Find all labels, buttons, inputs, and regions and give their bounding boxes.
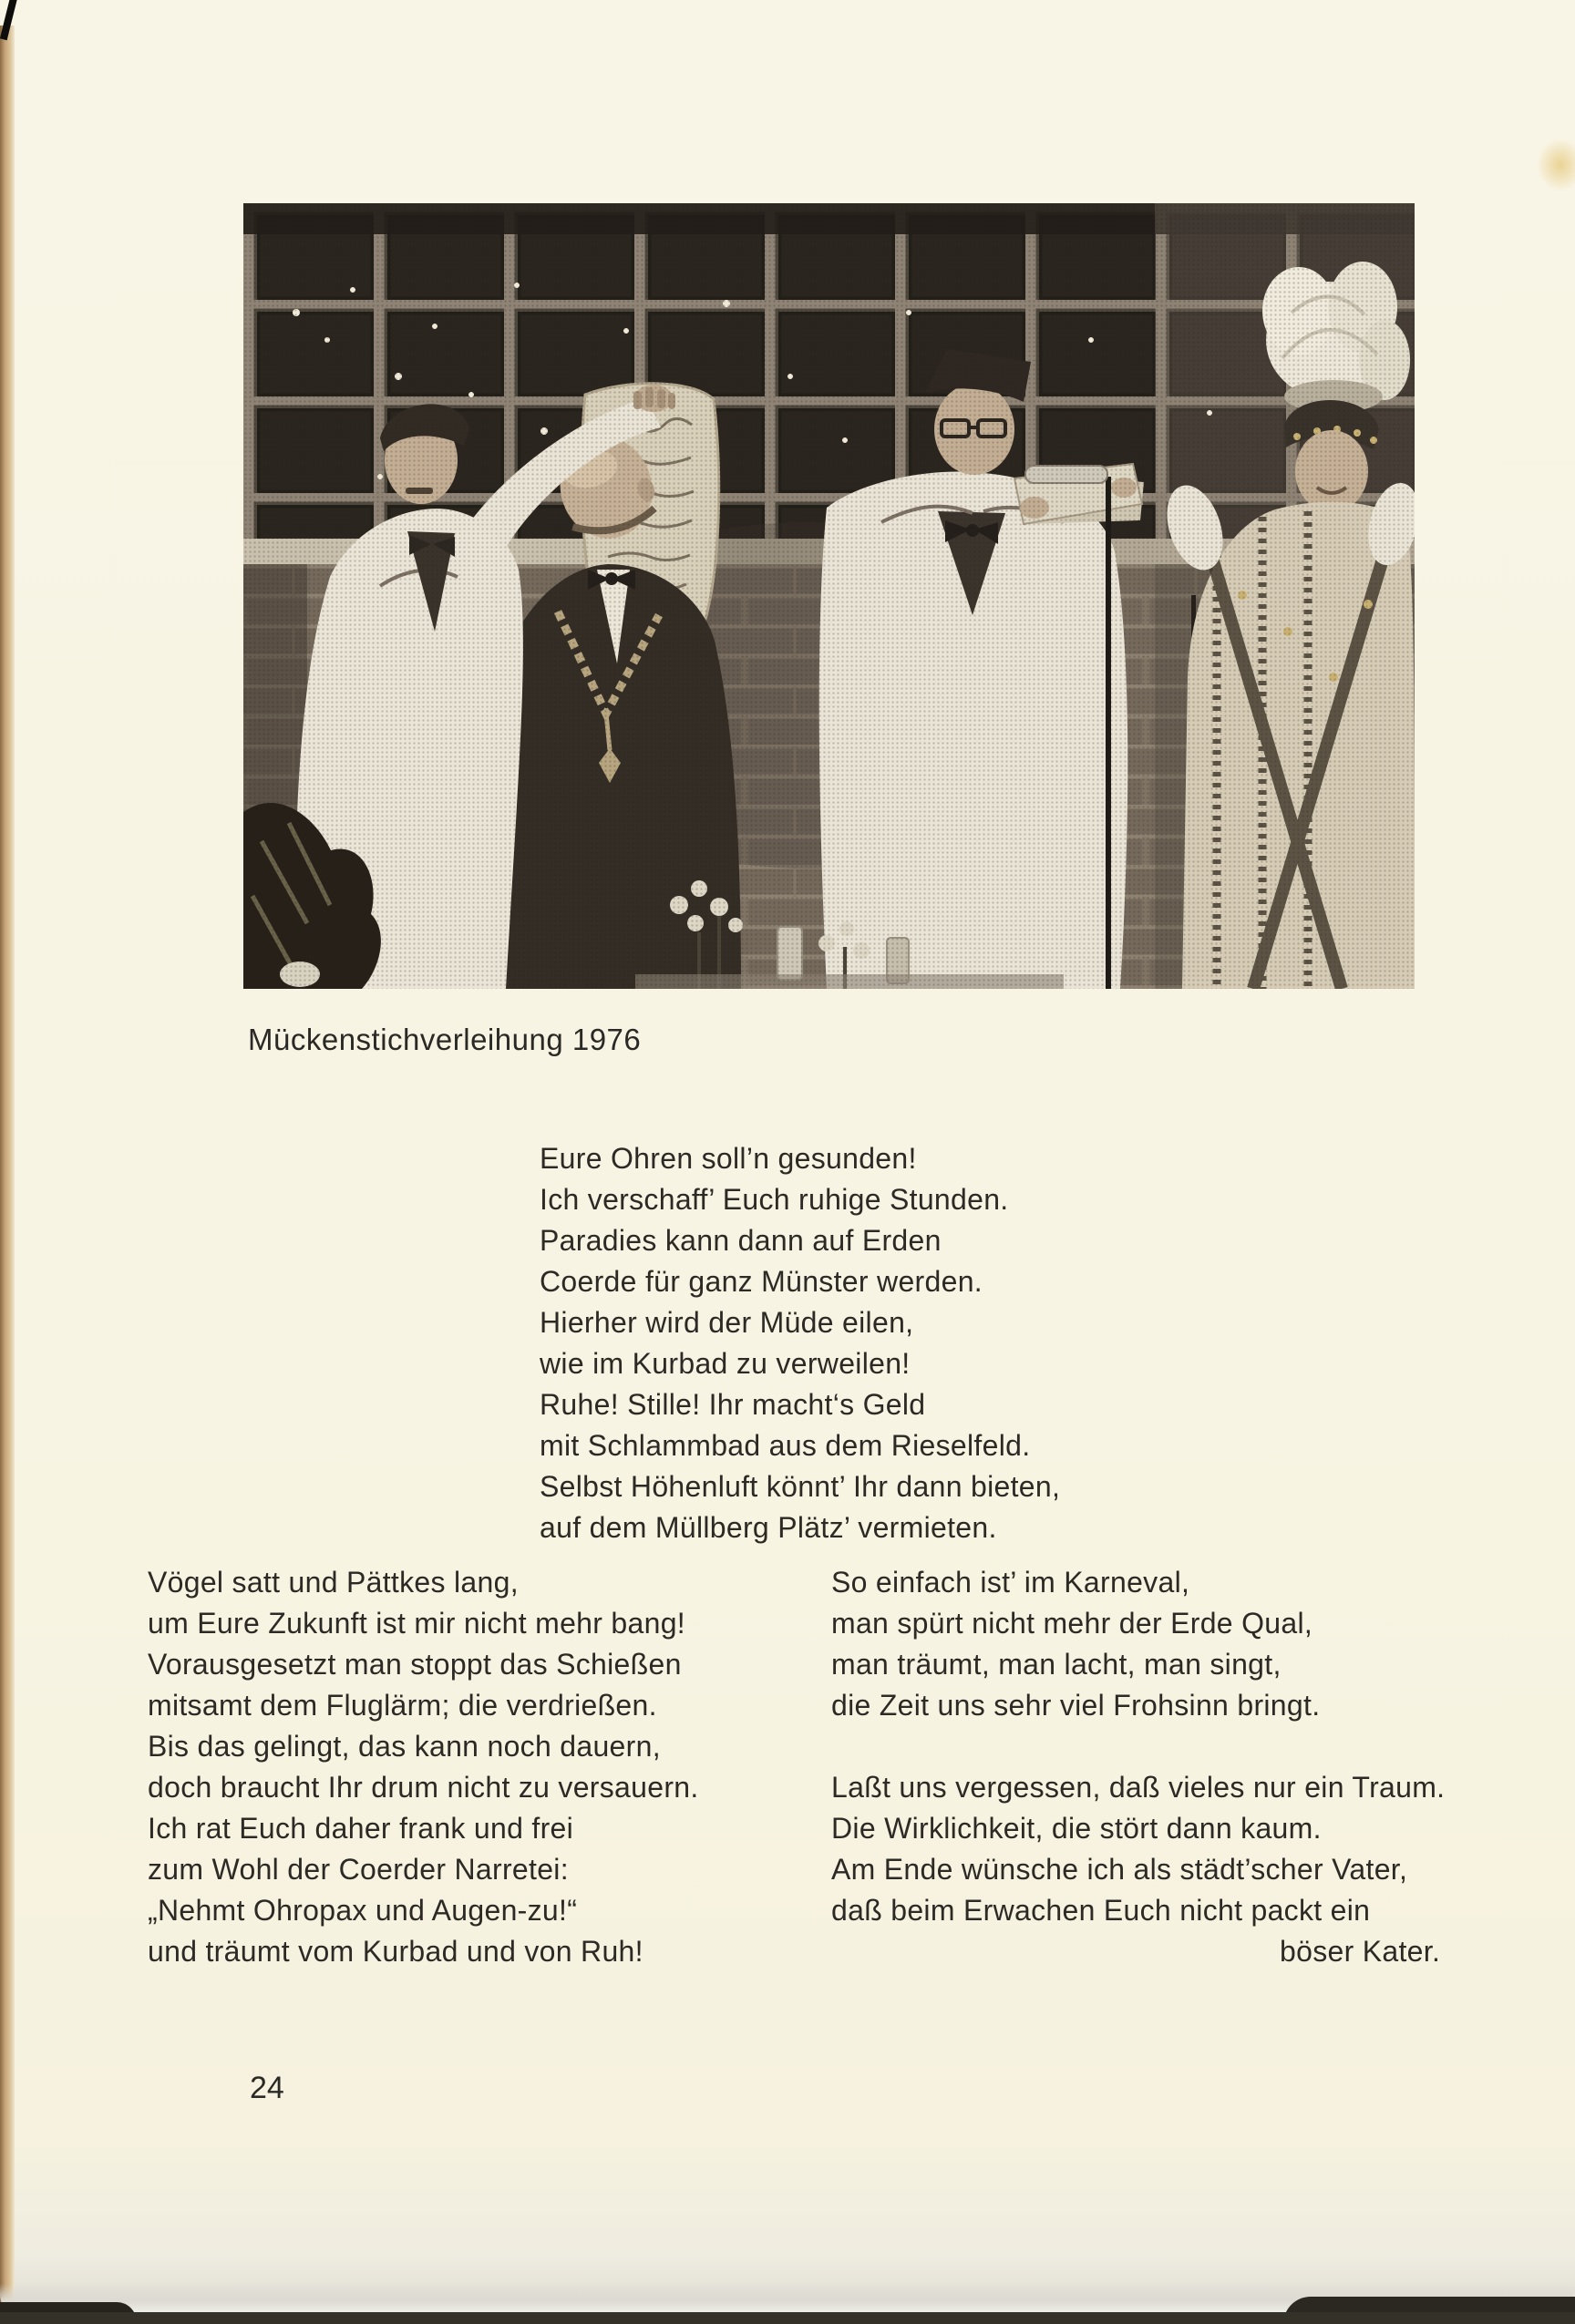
poem-line: Selbst Höhenluft könnt’ Ihr dann bieten, bbox=[540, 1470, 1061, 1503]
poem-line: Die Wirklichkeit, die stört dann kaum. bbox=[831, 1812, 1322, 1845]
poem-line: Eure Ohren soll’n gesunden! bbox=[540, 1142, 917, 1175]
poem-line: wie im Kurbad zu verweilen! bbox=[540, 1347, 911, 1380]
shot-glass bbox=[777, 927, 802, 980]
poem-closing-line: böser Kater. bbox=[1280, 1935, 1441, 1968]
poem-line: Laßt uns vergessen, daß vieles nur ein Traum. bbox=[831, 1771, 1446, 1804]
poem-line: daß beim Erwachen Euch nicht packt ein bbox=[831, 1894, 1371, 1927]
poem-line: man spürt nicht mehr der Erde Qual, bbox=[831, 1607, 1313, 1640]
poem-line: Ich verschaff’ Euch ruhige Stunden. bbox=[540, 1183, 1009, 1216]
stanza-gap bbox=[831, 1726, 1551, 1767]
scan-edge bbox=[0, 2312, 1575, 2324]
poem-line: auf dem Müllberg Plätz’ vermieten. bbox=[540, 1511, 997, 1544]
poem-line: zum Wohl der Coerder Narretei: bbox=[148, 1853, 569, 1886]
poem-line: Coerde für ganz Münster werden. bbox=[540, 1265, 983, 1298]
photo-illustration bbox=[243, 203, 1415, 989]
table-edge bbox=[635, 974, 1064, 989]
poem-line: Am Ende wünsche ich als städt’scher Vater, bbox=[831, 1853, 1408, 1886]
poem-left-column bbox=[148, 1562, 699, 1972]
poem-line: mitsamt dem Fluglärm; die verdrießen. bbox=[148, 1689, 657, 1722]
poem-line: Bis das gelingt, das kann noch dauern, bbox=[148, 1730, 661, 1763]
poem-line: um Eure Zukunft ist mir nicht mehr bang! bbox=[148, 1607, 685, 1640]
mustache bbox=[406, 488, 433, 494]
poem-line: Hierher wird der Müde eilen, bbox=[540, 1306, 914, 1339]
poem-intro-stanza bbox=[540, 1138, 1060, 1548]
poem-line: doch braucht Ihr drum nicht zu versauern. bbox=[148, 1771, 699, 1804]
award-ceremony-photo bbox=[243, 203, 1415, 989]
paper-stain bbox=[1537, 139, 1575, 191]
page-number: 24 bbox=[250, 2071, 284, 2105]
poem-line: So einfach ist’ im Karneval, bbox=[831, 1566, 1190, 1599]
poem-right-column bbox=[831, 1562, 1551, 1972]
poem-line: Vögel satt und Pättkes lang, bbox=[148, 1566, 519, 1599]
microphone bbox=[1025, 466, 1107, 483]
poem-line: Ich rat Euch daher frank und frei bbox=[148, 1812, 574, 1845]
scan-binding-edge bbox=[0, 26, 15, 2304]
poem-line: Ruhe! Stille! Ihr macht‘s Geld bbox=[540, 1388, 926, 1421]
poem-line: man träumt, man lacht, man singt, bbox=[831, 1648, 1282, 1681]
head bbox=[1295, 430, 1368, 512]
poem-line: und träumt vom Kurbad und von Ruh! bbox=[148, 1935, 643, 1968]
poem-line: Paradies kann dann auf Erden bbox=[540, 1224, 942, 1257]
photo-caption: Mückenstichverleihung 1976 bbox=[248, 1023, 642, 1056]
poem-line: Vorausgesetzt man stoppt das Schießen bbox=[148, 1648, 682, 1681]
poem-line: „Nehmt Ohropax und Augen-zu!“ bbox=[148, 1894, 578, 1927]
poem-line: mit Schlammbad aus dem Rieselfeld. bbox=[540, 1429, 1031, 1462]
poem-line: die Zeit uns sehr viel Frohsinn bringt. bbox=[831, 1689, 1321, 1722]
